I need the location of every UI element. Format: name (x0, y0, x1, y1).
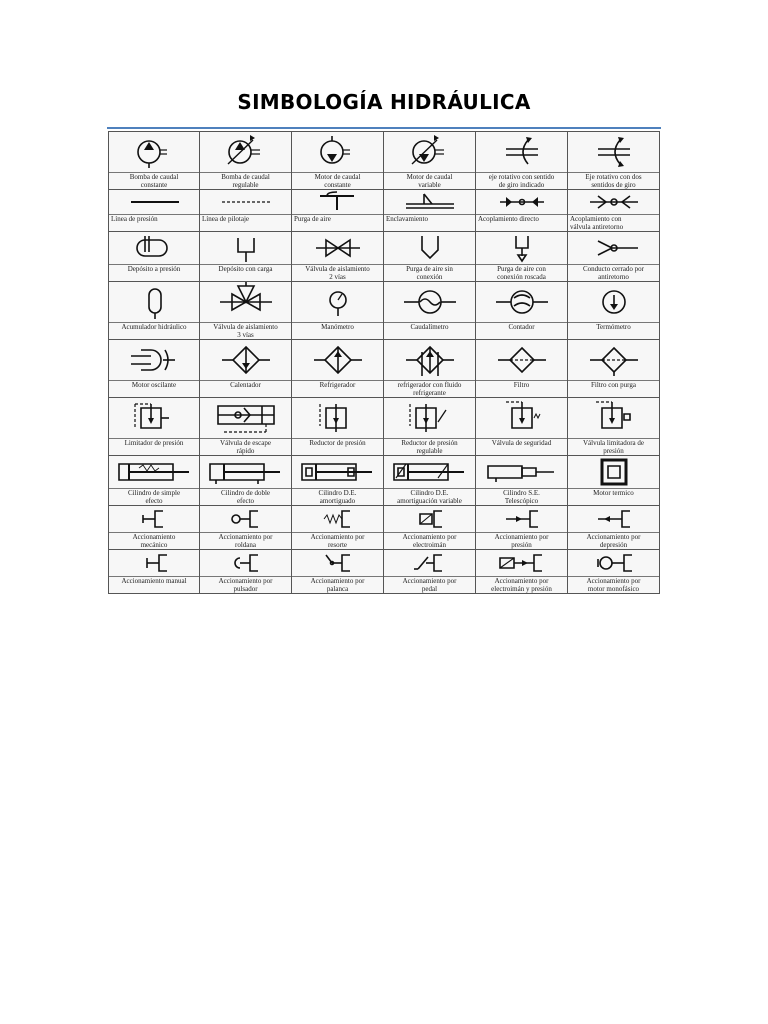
cushioned-cylinder-icon (292, 456, 383, 488)
interlock-icon (384, 190, 475, 214)
pressure-limiting-valve-icon (568, 398, 659, 438)
caption-row (109, 173, 660, 190)
symbol-label: Bomba de caudal regulable (221, 173, 270, 189)
symbol-label: Enclavamiento (386, 215, 428, 223)
symbol-cell (109, 398, 200, 439)
accumulator-icon (109, 282, 200, 322)
symbol-label: Válvula de seguridad (491, 439, 552, 447)
pilot-line-icon (200, 190, 291, 214)
filter-drain-icon (568, 340, 659, 380)
symbol-label: Accionamiento por electroimán y presión (491, 577, 552, 593)
three-way-valve-icon (200, 282, 291, 322)
symbol-cell (476, 550, 568, 577)
caption-cell (568, 173, 660, 190)
single-acting-cylinder-icon (109, 456, 200, 488)
roller-actuation-icon (200, 506, 291, 532)
symbol-cell (476, 282, 568, 323)
symbol-cell (384, 340, 476, 381)
symbol-cell (109, 232, 200, 265)
symbol-cell (476, 232, 568, 265)
caption-cell (384, 215, 476, 232)
caption-cell (292, 215, 384, 232)
symbol-cell (200, 282, 292, 323)
spring-actuation-icon (292, 506, 383, 532)
lever-actuation-icon (292, 550, 383, 576)
caption-cell (109, 489, 200, 506)
caption-cell (109, 323, 200, 340)
symbol-cell (568, 398, 660, 439)
caption-row (109, 577, 660, 594)
symbol-label: Válvula de aislamiento 3 vías (213, 323, 278, 339)
pressure-gauge-icon (292, 282, 383, 322)
symbol-label: Accionamiento por pedal (402, 577, 457, 593)
pedal-actuation-icon (384, 550, 475, 576)
air-bleed-threaded-icon (476, 232, 567, 264)
pump-variable-icon (200, 132, 291, 172)
double-acting-cylinder-icon (200, 456, 291, 488)
symbol-cell (384, 282, 476, 323)
direct-coupling-icon (476, 190, 567, 214)
caption-cell (476, 215, 568, 232)
symbol-cell (568, 456, 660, 489)
caption-row (109, 265, 660, 282)
symbol-cell (476, 340, 568, 381)
symbol-label: Accionamiento manual (121, 577, 187, 585)
air-bleed-icon (292, 190, 383, 214)
symbol-label: Cilindro de simple efecto (127, 489, 181, 505)
caption-cell (568, 215, 660, 232)
symbol-label: Cilindro S.E. Telescópico (503, 489, 540, 505)
symbol-label: Eje rotativo con dos sentidos de giro (585, 173, 642, 189)
caption-row (109, 381, 660, 398)
pressure-tank-icon (109, 232, 200, 264)
symbol-cell (476, 190, 568, 215)
symbol-cell (292, 232, 384, 265)
symbol-row (109, 340, 660, 381)
symbol-label: Manómetro (321, 323, 354, 331)
symbol-label: Línea de presión (111, 215, 158, 223)
caption-cell (200, 533, 292, 550)
caption-cell (568, 439, 660, 456)
symbol-cell (200, 132, 292, 173)
cooler-coolant-icon (384, 340, 475, 380)
symbol-label: Cilindro D.E. amortiguación variable (397, 489, 462, 505)
oscillating-motor-icon (109, 340, 200, 380)
symbol-cell (200, 398, 292, 439)
symbol-cell (200, 456, 292, 489)
symbol-cell (292, 132, 384, 173)
page-title: SIMBOLOGÍA HIDRÁULICA (237, 90, 531, 114)
symbol-cell (384, 232, 476, 265)
symbol-row (109, 398, 660, 439)
symbol-cell (384, 190, 476, 215)
pushbutton-actuation-icon (200, 550, 291, 576)
symbol-label: Depósito a presión (127, 265, 181, 273)
caption-cell (200, 489, 292, 506)
symbol-label: Acumulador hidráulico (121, 323, 187, 331)
caption-cell (384, 489, 476, 506)
check-closed-line-icon (568, 232, 659, 264)
symbol-cell (292, 190, 384, 215)
cooler-icon (292, 340, 383, 380)
symbol-cell (200, 190, 292, 215)
caption-cell (109, 215, 200, 232)
caption-cell (384, 173, 476, 190)
symbol-label: Cilindro de doble efecto (221, 489, 270, 505)
symbol-label: Accionamiento por depresión (586, 533, 641, 549)
flow-meter-icon (384, 282, 475, 322)
loaded-tank-icon (200, 232, 291, 264)
symbol-label: Accionamiento por resorte (310, 533, 365, 549)
symbol-cell (476, 456, 568, 489)
caption-row (109, 439, 660, 456)
symbol-cell (200, 506, 292, 533)
symbol-row (109, 190, 660, 215)
symbol-label: eje rotativo con sentido de giro indicado (488, 173, 555, 189)
symbol-label: Reductor de presión regulable (401, 439, 458, 455)
symbol-label: Bomba de caudal constante (129, 173, 179, 189)
symbol-cell (200, 340, 292, 381)
symbol-label: Accionamiento por roldana (218, 533, 273, 549)
symbol-label: Cilindro D.E. amortiguado (318, 489, 357, 505)
filter-icon (476, 340, 567, 380)
caption-cell (568, 265, 660, 282)
symbol-cell (200, 232, 292, 265)
check-valve-coupling-icon (568, 190, 659, 214)
symbol-label: Termómetro (596, 323, 631, 331)
caption-cell (292, 265, 384, 282)
caption-cell (476, 265, 568, 282)
caption-cell (568, 577, 660, 594)
caption-cell (109, 577, 200, 594)
symbol-label: Motor de caudal constante (314, 173, 361, 189)
symbol-cell (109, 282, 200, 323)
symbol-cell (109, 340, 200, 381)
caption-cell (476, 439, 568, 456)
caption-cell (476, 533, 568, 550)
caption-cell (200, 265, 292, 282)
symbol-label: Accionamiento por motor monofásico (586, 577, 641, 593)
symbol-cell (384, 506, 476, 533)
symbol-row (109, 232, 660, 265)
symbol-label: Válvula de aislamiento 2 vías (305, 265, 370, 281)
symbol-cell (200, 550, 292, 577)
symbol-label: Motor de caudal variable (406, 173, 453, 189)
vacuum-actuation-icon (568, 506, 659, 532)
symbol-cell (384, 132, 476, 173)
heater-icon (200, 340, 291, 380)
mechanical-actuation-icon (109, 506, 200, 532)
symbol-label: Purga de aire con conexión roscada (497, 265, 546, 281)
caption-cell (384, 439, 476, 456)
symbol-label: Purga de aire sin conexión (406, 265, 453, 281)
caption-cell (568, 533, 660, 550)
symbol-label: Accionamiento por electroimán (402, 533, 457, 549)
caption-cell (476, 173, 568, 190)
symbol-label: Contador (508, 323, 535, 331)
pressure-line-icon (109, 190, 200, 214)
telescopic-cylinder-icon (476, 456, 567, 488)
caption-cell (200, 173, 292, 190)
symbol-label: Motor oscilante (131, 381, 177, 389)
symbol-label: Limitador de presión (124, 439, 184, 447)
symbol-row (109, 132, 660, 173)
symbol-label: Accionamiento por pulsador (218, 577, 273, 593)
caption-cell (384, 577, 476, 594)
pump-fixed-icon (109, 132, 200, 172)
caption-cell (200, 323, 292, 340)
symbol-table-sheet (107, 127, 661, 624)
caption-cell (109, 173, 200, 190)
symbol-cell (384, 550, 476, 577)
counter-icon (476, 282, 567, 322)
caption-cell (292, 381, 384, 398)
symbol-label: Válvula de escape rápido (220, 439, 271, 455)
caption-cell (568, 381, 660, 398)
symbol-label: Conducto cerrado por antiretorno (582, 265, 645, 281)
caption-cell (292, 533, 384, 550)
solenoid-pressure-actuation-icon (476, 550, 567, 576)
symbol-cell (292, 506, 384, 533)
safety-valve-icon (476, 398, 567, 438)
adjustable-pressure-reducer-icon (384, 398, 475, 438)
motor-variable-icon (384, 132, 475, 172)
symbol-label: Motor termico (593, 489, 634, 497)
symbol-cell (292, 340, 384, 381)
symbol-cell (476, 132, 568, 173)
symbol-label: Accionamiento mecánico (132, 533, 176, 549)
symbol-cell (568, 190, 660, 215)
symbol-row (109, 282, 660, 323)
symbol-cell (568, 132, 660, 173)
caption-cell (568, 489, 660, 506)
symbol-label: Acoplamiento directo (478, 215, 539, 223)
thermometer-icon (568, 282, 659, 322)
caption-row (109, 489, 660, 506)
motor-fixed-icon (292, 132, 383, 172)
symbol-cell (568, 282, 660, 323)
symbol-label: Accionamiento por presión (494, 533, 549, 549)
symbol-cell (109, 550, 200, 577)
symbol-cell (384, 456, 476, 489)
quick-exhaust-valve-icon (200, 398, 291, 438)
symbol-row (109, 456, 660, 489)
caption-cell (384, 533, 476, 550)
symbol-row (109, 506, 660, 533)
caption-cell (200, 381, 292, 398)
caption-cell (292, 577, 384, 594)
symbol-cell (109, 190, 200, 215)
caption-cell (109, 381, 200, 398)
symbol-cell (292, 550, 384, 577)
symbol-label: Acoplamiento con válvula antiretorno (570, 215, 624, 231)
caption-cell (476, 489, 568, 506)
symbol-cell (568, 232, 660, 265)
symbol-cell (476, 506, 568, 533)
single-phase-motor-actuation-icon (568, 550, 659, 576)
pressure-actuation-icon (476, 506, 567, 532)
caption-cell (384, 323, 476, 340)
air-bleed-unconnected-icon (384, 232, 475, 264)
thermal-motor-icon (568, 456, 659, 488)
caption-cell (568, 323, 660, 340)
symbol-label: Accionamiento por palanca (310, 577, 365, 593)
pressure-reducer-icon (292, 398, 383, 438)
symbol-label: Calentador (230, 381, 261, 389)
symbol-cell (384, 398, 476, 439)
caption-cell (109, 533, 200, 550)
symbol-cell (568, 550, 660, 577)
manual-actuation-icon (109, 550, 200, 576)
symbol-label: Purga de aire (294, 215, 331, 223)
solenoid-actuation-icon (384, 506, 475, 532)
symbol-label: Línea de pilotaje (202, 215, 250, 223)
symbol-table (108, 131, 660, 594)
symbol-cell (109, 506, 200, 533)
symbol-label: Válvula limitadora de presión (582, 439, 645, 455)
symbol-label: Filtro con purga (591, 381, 636, 389)
two-way-valve-icon (292, 232, 383, 264)
symbol-cell (568, 340, 660, 381)
symbol-label: Reductor de presión (309, 439, 366, 447)
caption-cell (384, 381, 476, 398)
symbol-cell (109, 132, 200, 173)
symbol-cell (292, 282, 384, 323)
pressure-limiter-icon (109, 398, 200, 438)
symbol-label: Caudalímetro (410, 323, 449, 331)
adjustable-cushion-cylinder-icon (384, 456, 475, 488)
caption-cell (476, 577, 568, 594)
caption-cell (476, 381, 568, 398)
symbol-cell (568, 506, 660, 533)
symbol-cell (476, 398, 568, 439)
caption-cell (292, 173, 384, 190)
rotating-shaft-two-way-icon (568, 132, 659, 172)
symbol-cell (109, 456, 200, 489)
caption-cell (384, 265, 476, 282)
caption-cell (200, 577, 292, 594)
caption-cell (292, 323, 384, 340)
symbol-label: refrigerador con fluido refrigerante (397, 381, 462, 397)
symbol-label: Filtro (513, 381, 530, 389)
caption-cell (292, 439, 384, 456)
symbol-label: Depósito con carga (218, 265, 273, 273)
caption-row (109, 215, 660, 232)
symbol-row (109, 550, 660, 577)
rotating-shaft-one-way-icon (476, 132, 567, 172)
symbol-cell (292, 456, 384, 489)
caption-row (109, 323, 660, 340)
symbol-label: Refrigerador (319, 381, 356, 389)
caption-cell (200, 215, 292, 232)
caption-row (109, 533, 660, 550)
caption-cell (109, 265, 200, 282)
caption-cell (476, 323, 568, 340)
caption-cell (109, 439, 200, 456)
caption-cell (200, 439, 292, 456)
symbol-cell (292, 398, 384, 439)
caption-cell (292, 489, 384, 506)
